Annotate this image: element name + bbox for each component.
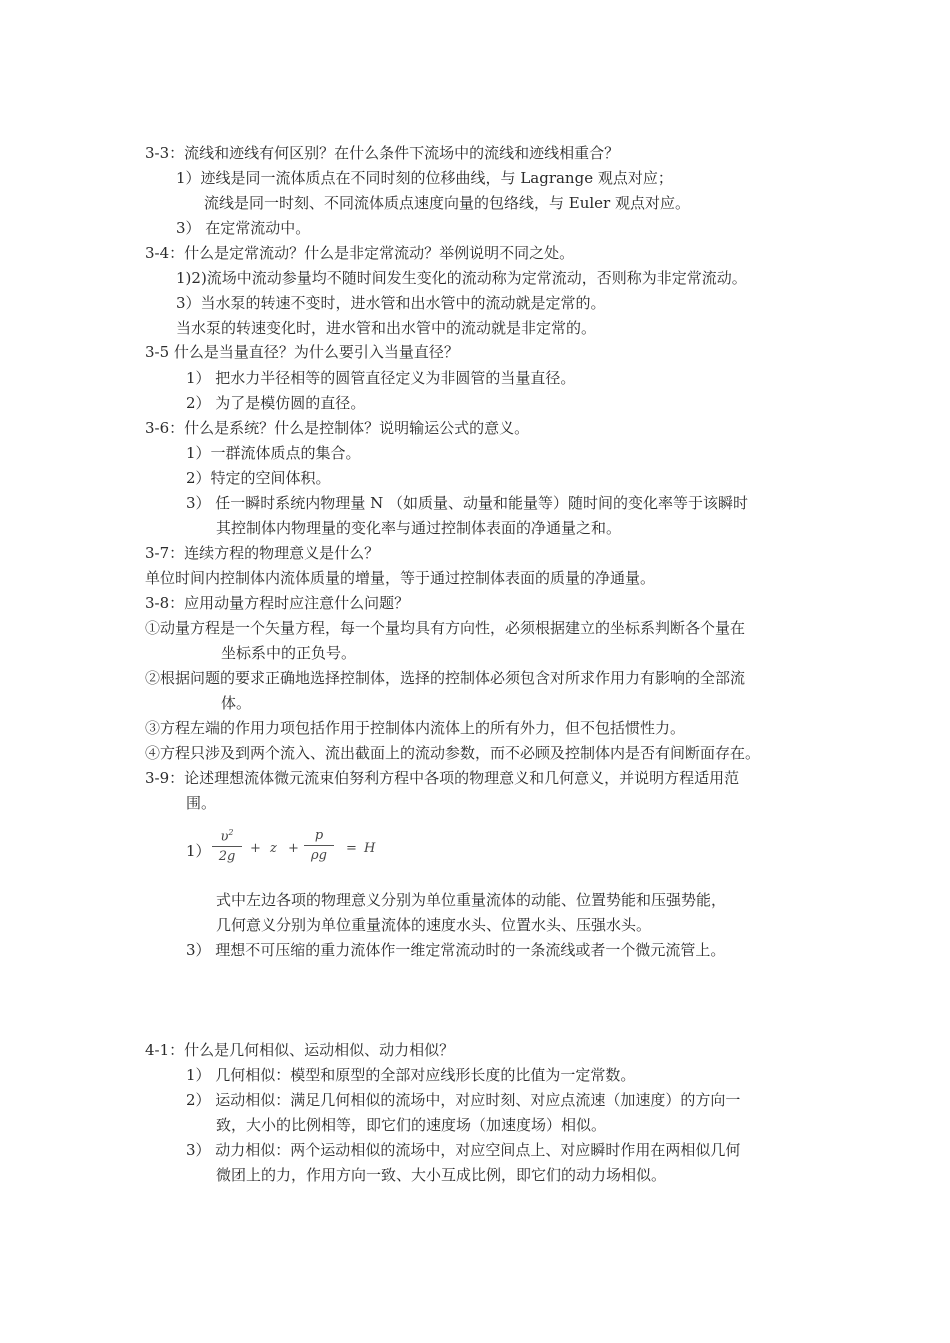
answer-3-8-4: ④方程只涉及到两个流入、流出截面上的流动参数，而不必顾及控制体内是否有间断面存在。 — [145, 744, 761, 762]
answer-3-4-3b: 当水泵的转速变化时，进水管和出水管中的流动就是非定常的。 — [176, 319, 597, 337]
question-4-1-title: 4-1：什么是几何相似、运动相似、动力相似？ — [145, 1041, 455, 1059]
answer-3-4-12: 1)2)流场中流动参量均不随时间发生变化的流动称为定常流动，否则称为非定常流动。 — [176, 269, 747, 287]
answer-3-6-2: 2）特定的空间体积。 — [186, 469, 331, 487]
formula-H: H — [364, 841, 376, 856]
answer-4-1-2b: 致，大小的比例相等，即它们的速度场（加速度场）相似。 — [216, 1116, 607, 1134]
answer-3-8-3: ③方程左端的作用力项包括作用于控制体内流体上的所有外力，但不包括惯性力。 — [145, 719, 686, 737]
answer-3-5-1: 1） 把水力半径相等的圆管直径定义为非圆管的当量直径。 — [186, 369, 576, 387]
question-3-4-title: 3-4：什么是定常流动？什么是非定常流动？举例说明不同之处。 — [145, 244, 575, 262]
answer-4-1-2: 2） 运动相似：满足几何相似的流场中，对应时刻、对应点流速（加速度）的方向一 — [186, 1091, 741, 1109]
formula-equals: = — [346, 841, 357, 856]
question-3-7-title: 3-7：连续方程的物理意义是什么？ — [145, 544, 380, 562]
formula-z: z — [270, 841, 277, 856]
answer-3-9-1: 式中左边各项的物理意义分别为单位重量流体的动能、位置势能和压强势能， — [216, 891, 727, 909]
formula-plus-1: + — [250, 841, 261, 856]
answer-3-9-1b: 几何意义分别为单位重量流体的速度水头、位置水头、压强水头。 — [216, 916, 652, 934]
formula-plus-2: + — [288, 841, 299, 856]
formula-number: 1） — [186, 842, 211, 860]
question-3-9-title: 3-9：论述理想流体微元流束伯努利方程中各项的物理意义和几何意义，并说明方程适用范 — [145, 769, 740, 787]
question-3-6-title: 3-6：什么是系统？什么是控制体？说明输运公式的意义。 — [145, 419, 530, 437]
formula-2g: 2g — [218, 849, 236, 865]
answer-3-7: 单位时间内控制体内流体质量的增量，等于通过控制体表面的质量的净通量。 — [145, 569, 656, 587]
question-3-5-title: 3-5 什么是当量直径？为什么要引入当量直径？ — [145, 343, 459, 361]
fraction-pressure — [304, 828, 334, 863]
answer-4-1-3b: 微团上的力，作用方向一致、大小互成比例，即它们的动力场相似。 — [216, 1166, 667, 1184]
answer-3-8-2b: 体。 — [221, 694, 252, 712]
answer-3-6-3: 3） 任一瞬时系统内物理量 N （如质量、动量和能量等）随时间的变化率等于该瞬时 — [186, 494, 748, 512]
answer-3-6-3b: 其控制体内物理量的变化率与通过控制体表面的净通量之和。 — [216, 519, 622, 537]
answer-3-8-1: ①动量方程是一个矢量方程，每一个量均具有方向性，必须根据建立的坐标系判断各个量在 — [145, 619, 746, 637]
answer-4-1-3: 3） 动力相似：两个运动相似的流场中，对应空间点上、对应瞬时作用在两相似几何 — [186, 1141, 741, 1159]
question-3-9-title-b: 围。 — [186, 794, 217, 812]
answer-3-4-3: 3）当水泵的转速不变时，进水管和出水管中的流动就是定常的。 — [176, 294, 606, 312]
answer-3-8-2: ②根据问题的要求正确地选择控制体，选择的控制体必须包含对所求作用力有影响的全部流 — [145, 669, 746, 687]
answer-3-3-3: 3） 在定常流动中。 — [176, 219, 311, 237]
answer-3-8-1b: 坐标系中的正负号。 — [221, 644, 357, 662]
fraction-kinetic — [212, 828, 242, 864]
formula-p: p — [314, 828, 324, 843]
answer-3-9-3: 3） 理想不可压缩的重力流体作一维定常流动时的一条流线或者一个微元流管上。 — [186, 941, 726, 959]
answer-3-5-2: 2） 为了是模仿圆的直径。 — [186, 394, 366, 412]
formula-v: υ — [220, 829, 229, 845]
answer-3-3-1: 1）迹线是同一流体质点在不同时刻的位移曲线，与 Lagrange 观点对应； — [176, 169, 673, 187]
bernoulli-equation — [186, 826, 406, 876]
formula-square: 2 — [228, 828, 234, 837]
question-3-3-title: 3-3：流线和迹线有何区别？在什么条件下流场中的流线和迹线相重合？ — [145, 144, 620, 162]
answer-4-1-1: 1） 几何相似：模型和原型的全部对应线形长度的比值为一定常数。 — [186, 1066, 636, 1084]
formula-rhog: ρg — [311, 848, 327, 863]
answer-3-3-1b: 流线是同一时刻、不同流体质点速度向量的包络线，与 Euler 观点对应。 — [204, 194, 690, 212]
answer-3-6-1: 1）一群流体质点的集合。 — [186, 444, 361, 462]
question-3-8-title: 3-8：应用动量方程时应注意什么问题？ — [145, 594, 410, 612]
